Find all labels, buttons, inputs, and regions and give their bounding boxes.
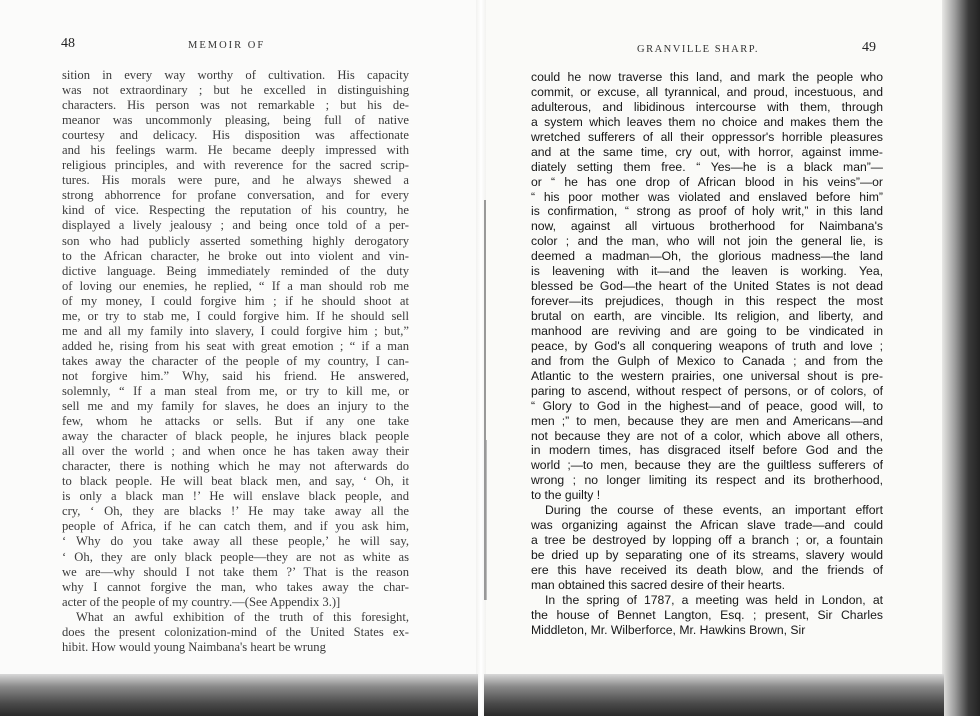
text-line: Atlantic to the western prairies, one universal shout is pre- — [531, 368, 883, 383]
text-line: a system which leaves them no choice and makes them the — [531, 114, 883, 129]
text-line: to the guilty ! — [531, 488, 601, 503]
text-line: not forgive him.” Why, said his friend. He answered, — [62, 368, 409, 383]
text-line: of my money, I could forgive him ; if he should shoot at — [62, 293, 409, 308]
text-line: me and all my family into slavery, I could forgive him ; but,” — [62, 323, 409, 338]
text-line: men ;” to men, because they are men and Americans—and — [531, 413, 883, 428]
text-line: deemed a madman—Oh, the glorious madness—the land — [531, 249, 883, 264]
text-line: forever—its prejudices, though in this respect the most — [531, 294, 883, 309]
text-line: in modern times, has disgraced itself before God and the — [531, 443, 883, 458]
text-line: world ;—to men, because they are the guiltless sufferers of — [531, 458, 883, 473]
margin-rule-secondary — [486, 440, 487, 600]
text-line: Middleton, Mr. Wilberforce, Mr. Hawkins Brown, Sir — [531, 622, 806, 637]
text-line: or “ he has one drop of African blood in his veins”—or — [531, 174, 883, 189]
text-line: was not extraordinary ; but he excelled in distinguishing — [62, 83, 409, 98]
text-line: diately setting them free. “ Yes—he is a black man”— — [531, 159, 883, 174]
text-line: does the present colonization-mind of the United States ex- — [62, 624, 409, 639]
text-line: wrong ; no longer limiting its respect and its brotherhood, — [531, 473, 883, 488]
text-line: sition in every way worthy of cultivation. His capacity — [62, 68, 409, 82]
text-line: a tree be destroyed by lopping off a branch ; or, a fountain — [531, 533, 883, 548]
text-line: color ; and the man, who will not join the general lie, is — [531, 234, 883, 249]
text-line: “ his poor mother was violated and enslaved before him” — [531, 189, 883, 204]
text-line: is confirmation, “ strong as proof of holy writ,” in this land — [531, 204, 883, 219]
text-line: people of Africa, if he can catch them, and if you ask him, — [62, 519, 409, 534]
left-page-number: 48 — [61, 36, 75, 51]
text-line: religious principles, and with reverence for the sacred scrip- — [62, 158, 409, 173]
text-line: blessed be God—the heart of the United States is not dead — [531, 279, 883, 294]
left-running-head: MEMOIR OF — [188, 40, 266, 51]
text-line: and at the same time, cry out, with horror, against imme- — [531, 144, 883, 159]
text-line: acter of the people of my country.—(See Appendix 3.)] — [62, 594, 341, 609]
text-line: away the character of black people, he injures black people — [62, 429, 409, 444]
text-line: all over the world ; and when once he has taken away their — [62, 444, 409, 459]
text-line: be dried up by separating one of its streams, slavery would — [531, 548, 883, 562]
text-line: characters. His person was not remarkable ; but his de- — [62, 98, 409, 113]
text-line: sell me and my family for slaves, he does an injury to the — [62, 399, 409, 414]
text-line: “ Glory to God in the highest—and of peace, good will, to — [531, 398, 883, 413]
scan-shadow-bottom-left — [0, 674, 478, 716]
text-line: we are—why should I not take them ?’ That is the reason — [62, 564, 409, 579]
text-line: is leavening with it—and the leaven is working. Yea, — [531, 264, 883, 279]
text-line: why I cannot forgive the man, who takes away the char- — [62, 579, 409, 594]
text-line: manhood are reviving and are going to be vindicated in — [531, 323, 883, 338]
text-line: courtesy and delicacy. His disposition was affectionate — [62, 128, 409, 143]
text-line: ere this have received its death blow, and the friends of — [531, 562, 883, 577]
text-line: and from the Gulph of Mexico to Canada ; and from the — [531, 353, 883, 368]
text-line: could he now traverse this land, and mark the people who — [531, 70, 883, 84]
text-line: now, against all virtuous brotherhood for Naimbana's — [531, 219, 883, 234]
text-line: What an awful exhibition of the truth of this foresight, — [76, 609, 409, 624]
text-line: the house of Bennet Langton, Esq. ; present, Sir Charles — [531, 607, 883, 622]
text-line: kind of vice. Respecting the reputation of his country, he — [62, 203, 409, 218]
text-line: wretched sufferers of all their oppressor's horrible pleasures — [531, 129, 883, 144]
text-line: and his feelings warm. He became deeply impressed with — [62, 143, 409, 158]
text-line: is only a black man !’ He will enslave black people, and — [62, 489, 409, 504]
text-line: cry, ‘ Oh, they are blacks !’ He may take away all the — [62, 504, 409, 519]
right-page-number: 49 — [862, 40, 876, 55]
text-line: strong abhorrence for profane conversation, and for every — [62, 188, 409, 203]
text-line: ‘ Why do you take away all these people,’ he will say, — [62, 534, 409, 549]
text-line: commit, or excuse, all tyrannical, and proud, incestuous, and — [531, 84, 883, 99]
text-line: to the African character, he broke out into violent and vin- — [62, 248, 409, 263]
text-line: dictive language. Being immediately reminded of the duty — [62, 263, 409, 278]
text-line: meanor was uncommonly pleasing, being full of native — [62, 113, 409, 128]
page-edge-shadow — [942, 0, 980, 716]
text-line: was organizing against the African slave trade—and could — [531, 518, 883, 533]
text-line: displayed a lively jealousy ; and being once told of a per- — [62, 218, 409, 233]
text-line: peace, by God's all conquering weapons of truth and love ; — [531, 338, 883, 353]
text-line: paring to ascend, without respect of persons, or of colors, of — [531, 383, 883, 398]
text-line: adulterous, and libidinous intercourse with them, through — [531, 99, 883, 114]
text-line: not because they are not of a color, which above all others, — [531, 428, 883, 443]
right-page-body — [531, 70, 883, 638]
right-running-head: GRANVILLE SHARP. — [637, 44, 760, 55]
text-line: to black people. He will beat black men, and say, ‘ Oh, it — [62, 474, 409, 489]
text-line: takes away the character of the people of my country, I can- — [62, 353, 409, 368]
text-line: solemnly, “ If a man steal from me, or try to kill me, or — [62, 383, 409, 398]
scan-shadow-bottom-right — [484, 674, 944, 716]
text-line: few, whom he attacks or sells. But if any one take — [62, 414, 409, 429]
text-line: hibit. How would young Naimbana's heart be wrung — [62, 639, 326, 654]
text-line: character, there is nothing which he may not afterwards do — [62, 459, 409, 474]
text-line: tures. His morals were pure, and he always shewed a — [62, 173, 409, 188]
text-line: brutal on earth, are vincible. Its religion, and liberty, and — [531, 309, 883, 323]
text-line: me, or try to stab me, I could forgive him. If he should sell — [62, 308, 409, 323]
text-line: son who had publicly asserted something highly derogatory — [62, 233, 409, 248]
left-page-body — [62, 68, 409, 655]
text-line: man obtained this sacred desire of their hearts. — [531, 577, 786, 592]
text-line: In the spring of 1787, a meeting was held in London, at — [545, 592, 883, 607]
text-line: of loving our enemies, he replied, “ If a man should rob me — [62, 278, 409, 293]
text-line: ‘ Oh, they are only black people—they are not as white as — [62, 549, 409, 564]
text-line: added he, rising from his seat with great emotion ; “ if a man — [62, 338, 409, 353]
text-line: During the course of these events, an important effort — [545, 503, 883, 518]
